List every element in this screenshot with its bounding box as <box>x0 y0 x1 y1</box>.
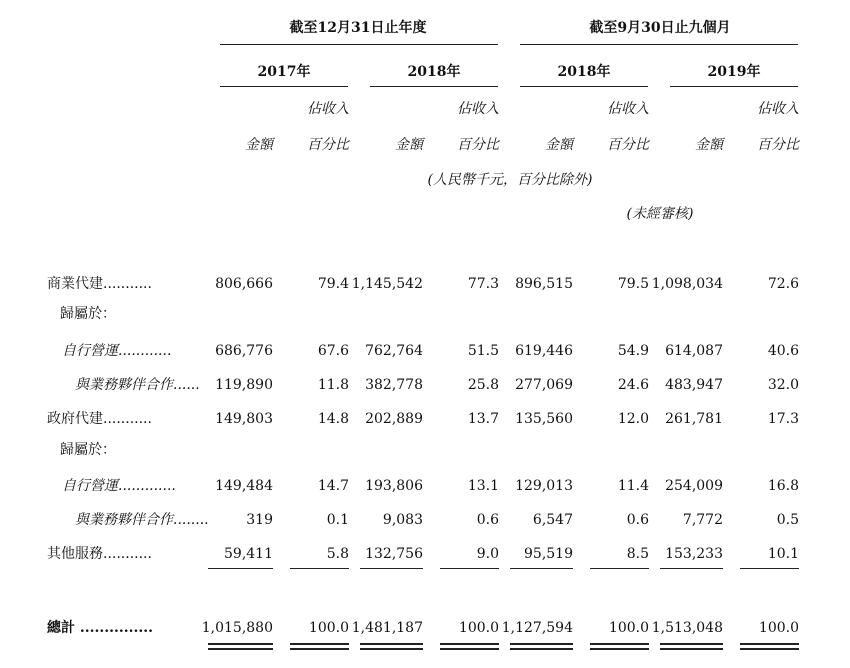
unit-note: (人民幣千元，百分比除外) <box>427 172 593 188</box>
total-label: 總計 ............... <box>47 620 153 636</box>
amount-cell: 483,947 <box>665 377 723 393</box>
amount-cell: 261,781 <box>665 411 723 427</box>
amount-cell: 319 <box>246 512 273 528</box>
row-label: 自行營運............ <box>62 343 172 359</box>
double-rule <box>440 643 499 645</box>
percent-cell: 11.8 <box>317 377 349 393</box>
col-amount: 金額 <box>545 137 573 153</box>
percent-cell: 0.6 <box>476 512 499 528</box>
percent-cell: 16.8 <box>767 478 799 494</box>
amount-cell: 619,446 <box>515 343 573 359</box>
col-pct-line1: 佔收入 <box>607 101 649 117</box>
subtotal-rule <box>660 568 723 569</box>
year-header-2018: 2018年 <box>407 64 461 80</box>
year-header-rule <box>670 86 798 87</box>
amount-cell: 193,806 <box>365 478 423 494</box>
percent-cell: 14.7 <box>317 478 349 494</box>
double-rule <box>440 648 499 650</box>
year-header-rule <box>220 86 348 87</box>
amount-cell: 277,069 <box>515 377 573 393</box>
percent-cell: 24.6 <box>617 377 649 393</box>
amount-cell: 614,087 <box>665 343 723 359</box>
subtotal-rule <box>290 568 349 569</box>
percent-cell: 67.6 <box>317 343 349 359</box>
subtotal-rule <box>590 568 649 569</box>
subtotal-rule <box>208 568 273 569</box>
percent-cell: 25.8 <box>467 377 499 393</box>
total-percent-cell: 100.0 <box>458 620 499 636</box>
col-pct-line1: 佔收入 <box>307 101 349 117</box>
year-header-2018-nine: 2018年 <box>557 64 611 80</box>
total-amount-cell: 1,127,594 <box>501 620 573 636</box>
amount-cell: 153,233 <box>665 546 723 562</box>
col-amount: 金額 <box>245 137 273 153</box>
double-rule <box>360 648 423 650</box>
col-amount: 金額 <box>695 137 723 153</box>
amount-cell: 806,666 <box>215 276 273 292</box>
row-label: 商業代建........... <box>47 276 152 292</box>
total-percent-cell: 100.0 <box>308 620 349 636</box>
amount-cell: 9,083 <box>382 512 423 528</box>
group-header-year-ended: 截至12月31日止年度 <box>289 20 427 36</box>
percent-cell: 13.7 <box>467 411 499 427</box>
percent-cell: 10.1 <box>767 546 799 562</box>
double-rule <box>660 643 723 645</box>
amount-cell: 129,013 <box>515 478 573 494</box>
col-pct-line2: 百分比 <box>757 137 799 153</box>
col-pct-line2: 百分比 <box>307 137 349 153</box>
row-label: 其他服務........... <box>47 546 152 562</box>
percent-cell: 54.9 <box>617 343 649 359</box>
amount-cell: 896,515 <box>515 276 573 292</box>
amount-cell: 7,772 <box>682 512 723 528</box>
percent-cell: 79.4 <box>317 276 349 292</box>
percent-cell: 77.3 <box>467 276 499 292</box>
amount-cell: 149,803 <box>215 411 273 427</box>
percent-cell: 72.6 <box>767 276 799 292</box>
amount-cell: 135,560 <box>515 411 573 427</box>
percent-cell: 12.0 <box>617 411 649 427</box>
double-rule <box>208 643 273 645</box>
col-pct-line1: 佔收入 <box>457 101 499 117</box>
double-rule <box>290 643 349 645</box>
amount-cell: 202,889 <box>365 411 423 427</box>
amount-cell: 59,411 <box>224 546 273 562</box>
percent-cell: 14.8 <box>317 411 349 427</box>
double-rule <box>290 648 349 650</box>
percent-cell: 79.5 <box>617 276 649 292</box>
amount-cell: 132,756 <box>365 546 423 562</box>
col-pct-line1: 佔收入 <box>757 101 799 117</box>
percent-cell: 51.5 <box>467 343 499 359</box>
percent-cell: 11.4 <box>617 478 649 494</box>
double-rule <box>510 648 573 650</box>
total-amount-cell: 1,015,880 <box>201 620 273 636</box>
year-header-rule <box>370 86 498 87</box>
percent-cell: 17.3 <box>767 411 799 427</box>
year-header-2019: 2019年 <box>707 64 761 80</box>
col-amount: 金額 <box>395 137 423 153</box>
row-label: 歸屬於： <box>60 442 116 458</box>
subtotal-rule <box>360 568 423 569</box>
unaudited-note: (未經審核) <box>626 206 694 222</box>
double-rule <box>208 648 273 650</box>
percent-cell: 40.6 <box>767 343 799 359</box>
row-label: 與業務夥伴合作...... <box>75 377 200 393</box>
amount-cell: 119,890 <box>215 377 273 393</box>
total-percent-cell: 100.0 <box>608 620 649 636</box>
group-header-rule <box>520 44 798 45</box>
subtotal-rule <box>510 568 573 569</box>
double-rule <box>510 643 573 645</box>
subtotal-rule <box>740 568 799 569</box>
amount-cell: 254,009 <box>665 478 723 494</box>
row-label: 政府代建........... <box>47 411 152 427</box>
total-amount-cell: 1,481,187 <box>351 620 423 636</box>
double-rule <box>740 648 799 650</box>
row-label: 歸屬於： <box>60 306 116 322</box>
row-label: 自行營運............. <box>62 478 176 494</box>
double-rule <box>590 648 649 650</box>
double-rule <box>660 648 723 650</box>
amount-cell: 95,519 <box>524 546 573 562</box>
percent-cell: 13.1 <box>467 478 499 494</box>
col-pct-line2: 百分比 <box>457 137 499 153</box>
group-header-nine-months: 截至9月30日止九個月 <box>589 20 731 36</box>
total-amount-cell: 1,513,048 <box>651 620 723 636</box>
year-header-2017: 2017年 <box>257 64 311 80</box>
percent-cell: 0.1 <box>326 512 349 528</box>
double-rule <box>590 643 649 645</box>
group-header-rule <box>220 44 498 45</box>
subtotal-rule <box>440 568 499 569</box>
total-percent-cell: 100.0 <box>758 620 799 636</box>
double-rule <box>740 643 799 645</box>
percent-cell: 32.0 <box>767 377 799 393</box>
double-rule <box>360 643 423 645</box>
amount-cell: 149,484 <box>215 478 273 494</box>
percent-cell: 8.5 <box>626 546 649 562</box>
percent-cell: 9.0 <box>476 546 499 562</box>
amount-cell: 1,098,034 <box>651 276 723 292</box>
row-label: 與業務夥伴合作........ <box>75 512 209 528</box>
amount-cell: 6,547 <box>532 512 573 528</box>
percent-cell: 5.8 <box>326 546 349 562</box>
amount-cell: 1,145,542 <box>351 276 423 292</box>
amount-cell: 762,764 <box>365 343 423 359</box>
amount-cell: 382,778 <box>365 377 423 393</box>
col-pct-line2: 百分比 <box>607 137 649 153</box>
percent-cell: 0.5 <box>776 512 799 528</box>
amount-cell: 686,776 <box>215 343 273 359</box>
year-header-rule <box>520 86 648 87</box>
percent-cell: 0.6 <box>626 512 649 528</box>
